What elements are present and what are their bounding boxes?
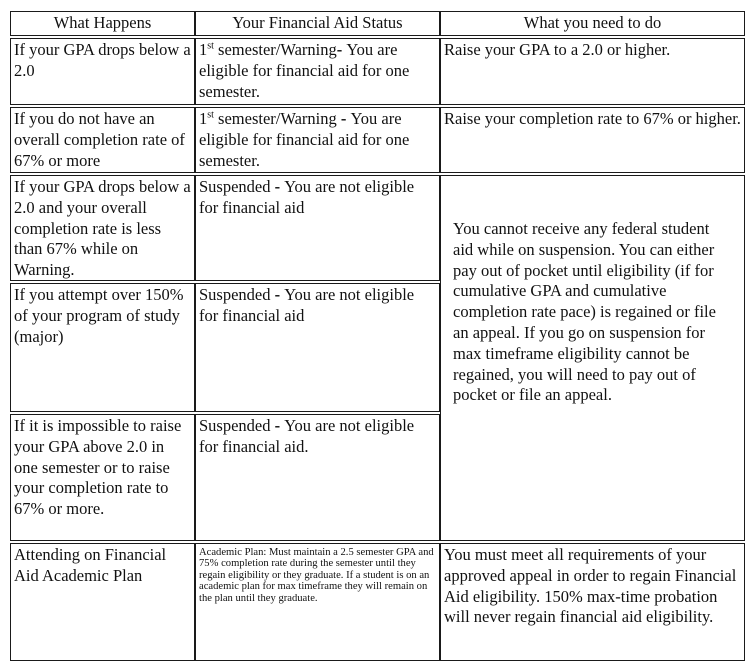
row1-status-label: semester/Warning: [213, 40, 337, 59]
suspension-todo: [440, 175, 745, 541]
row2-status-label: semester/Warning: [213, 109, 337, 128]
row2-status-ordinal: 1: [199, 109, 208, 128]
row5-status-label: Suspended: [199, 416, 271, 435]
row6-status-text: Academic Plan: Must maintain a 2.5 semester GPA and 75% completion rate during the semester until they regain eligibility or they graduate. If a student is on an academic plan for max timeframe they will remain on the plan until they graduate.: [199, 547, 434, 604]
row6-todo-text: You must meet all requirements of your approved appeal in order to regain Financial Aid eligibility. 150% max-time probation will never regain financial aid eligibility.: [444, 545, 737, 627]
row2-what-happens: [10, 107, 195, 173]
row2-status-separator: -: [336, 109, 351, 128]
row1-todo: [440, 38, 745, 105]
row4-status-label: Suspended: [199, 285, 271, 304]
row4-what-happens-text: If you attempt over 150% of your program of study (major): [14, 285, 184, 346]
row2-status: [195, 107, 440, 173]
row3-what-happens: [10, 175, 195, 281]
row4-status-text: You are not eligible for financial aid: [199, 285, 415, 325]
financial-aid-status-table: [10, 11, 745, 661]
row6-todo: [440, 543, 745, 661]
header-financial-aid-status: [195, 11, 440, 36]
row6-what-happens: [10, 543, 195, 661]
row2-what-happens-text: If you do not have an overall completion rate of 67% or more: [14, 109, 185, 170]
row6-what-happens-text: Attending on Financial Aid Academic Plan: [14, 545, 167, 585]
row1-what-happens-text: If your GPA drops below a 2.0: [14, 40, 191, 80]
row3-status-label: Suspended: [199, 177, 271, 196]
suspension-todo-text: You cannot receive any federal student aid while on suspension. You can either pay out of pocket until eligibility (if for cumulative GPA and cumulative completion rate pace) is regained or file an appeal. If you go on suspension for max timeframe eligibility cannot be regained, you will need to pay out of pocket or file an appeal.: [453, 219, 716, 405]
row5-what-happens-text: If it is impossible to raise your GPA above 2.0 in one semester or to raise your completion rate to 67% or more.: [14, 416, 182, 519]
header-what-happens-text: What Happens: [53, 13, 152, 32]
row4-status: [195, 283, 440, 412]
row6-status: [195, 543, 440, 661]
row5-status-separator: -: [270, 416, 285, 435]
row2-todo-text: Raise your completion rate to 67% or higher.: [444, 109, 741, 128]
row2-status-text: You are eligible for financial aid for one semester.: [199, 109, 410, 170]
header-what-you-need-to-do: [440, 11, 745, 36]
header-what-you-need-to-do-text: What you need to do: [523, 13, 662, 32]
row5-status: [195, 414, 440, 541]
row2-todo: [440, 107, 745, 173]
row3-what-happens-text: If your GPA drops below a 2.0 and your overall completion rate is less than 67% while on Warning.: [14, 177, 191, 280]
row1-status: [195, 38, 440, 105]
header-what-happens: [10, 11, 195, 36]
header-financial-aid-status-text: Your Financial Aid Status: [232, 13, 403, 32]
row1-status-separator: -: [336, 40, 347, 59]
row3-status-separator: -: [270, 177, 285, 196]
row3-status: [195, 175, 440, 281]
row1-status-ordinal-suffix: st: [207, 40, 214, 52]
row4-what-happens: [10, 283, 195, 412]
row5-what-happens: [10, 414, 195, 541]
row1-todo-text: Raise your GPA to a 2.0 or higher.: [444, 40, 671, 59]
row1-status-text: You are eligible for financial aid for one semester.: [199, 40, 410, 101]
row1-what-happens: [10, 38, 195, 105]
row4-status-separator: -: [270, 285, 285, 304]
row5-status-text: You are not eligible for financial aid.: [199, 416, 415, 456]
row1-status-ordinal: 1: [199, 40, 208, 59]
row3-status-text: You are not eligible for financial aid: [199, 177, 415, 217]
row2-status-ordinal-suffix: st: [207, 109, 214, 121]
